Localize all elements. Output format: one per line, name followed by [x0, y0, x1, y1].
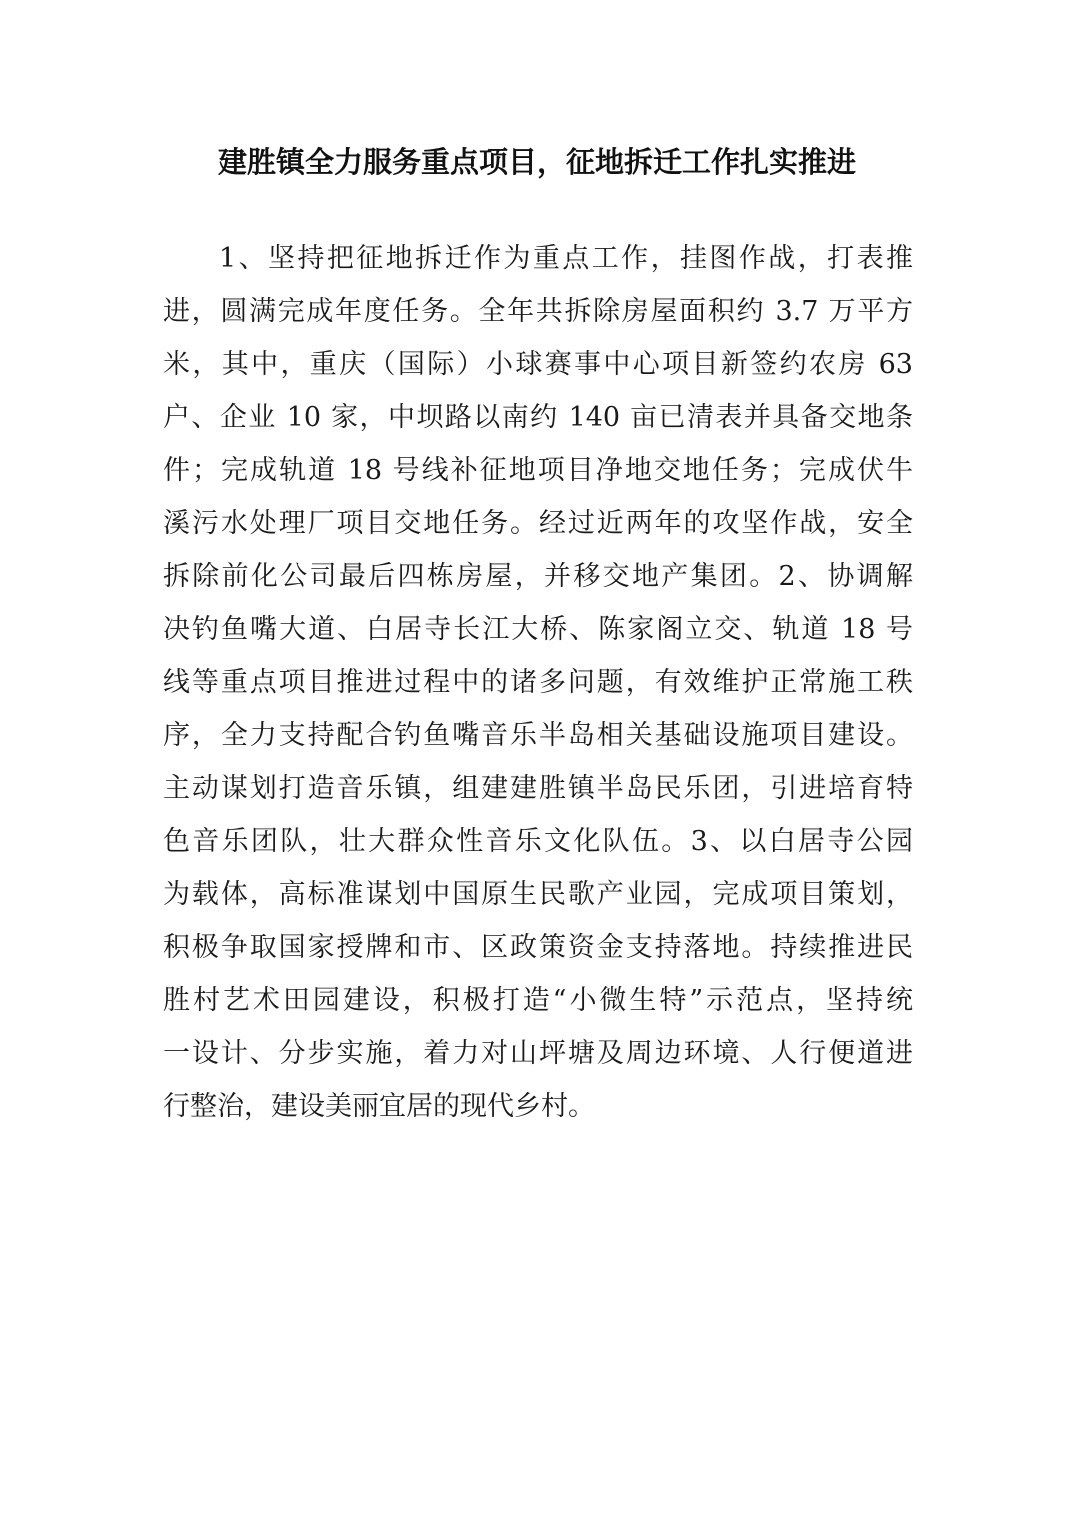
body-line: 决钓鱼嘴大道、白居寺长江大桥、陈家阁立交、轨道 18 号	[163, 614, 913, 645]
body-line: 主动谋划打造音乐镇，组建建胜镇半岛民乐团，引进培育特	[163, 773, 913, 804]
body-line: 为载体，高标准谋划中国原生民歌产业园，完成项目策划，	[163, 879, 913, 910]
body-line: 拆除前化公司最后四栋房屋，并移交地产集团。2、协调解	[163, 561, 913, 592]
body-line: 胜村艺术田园建设，积极打造“小微生特”示范点，坚持统	[163, 985, 913, 1016]
body-line: 行整治，建设美丽宜居的现代乡村。	[163, 1091, 595, 1122]
body-line: 线等重点项目推进过程中的诸多问题，有效维护正常施工秩	[163, 667, 913, 698]
body-line: 序，全力支持配合钓鱼嘴音乐半岛相关基础设施项目建设。	[163, 720, 913, 751]
document-title: 建胜镇全力服务重点项目，征地拆迁工作扎实推进	[217, 145, 856, 179]
body-line: 一设计、分步实施，着力对山坪塘及周边环境、人行便道进	[163, 1038, 913, 1069]
body-line: 积极争取国家授牌和市、区政策资金支持落地。持续推进民	[163, 932, 913, 963]
body-line: 进，圆满完成年度任务。全年共拆除房屋面积约 3.7 万平方	[163, 296, 913, 327]
body-line: 件；完成轨道 18 号线补征地项目净地交地任务；完成伏牛	[163, 455, 913, 486]
body-line: 溪污水处理厂项目交地任务。经过近两年的攻坚作战，安全	[163, 508, 913, 539]
document-body	[163, 232, 913, 1133]
body-line: 户、企业 10 家，中坝路以南约 140 亩已清表并具备交地条	[163, 402, 913, 433]
body-line: 米，其中，重庆（国际）小球赛事中心项目新签约农房 63	[163, 349, 913, 380]
body-line: 1、坚持把征地拆迁作为重点工作，挂图作战，打表推	[219, 243, 913, 274]
body-line: 色音乐团队，壮大群众性音乐文化队伍。3、以白居寺公园	[163, 826, 913, 857]
